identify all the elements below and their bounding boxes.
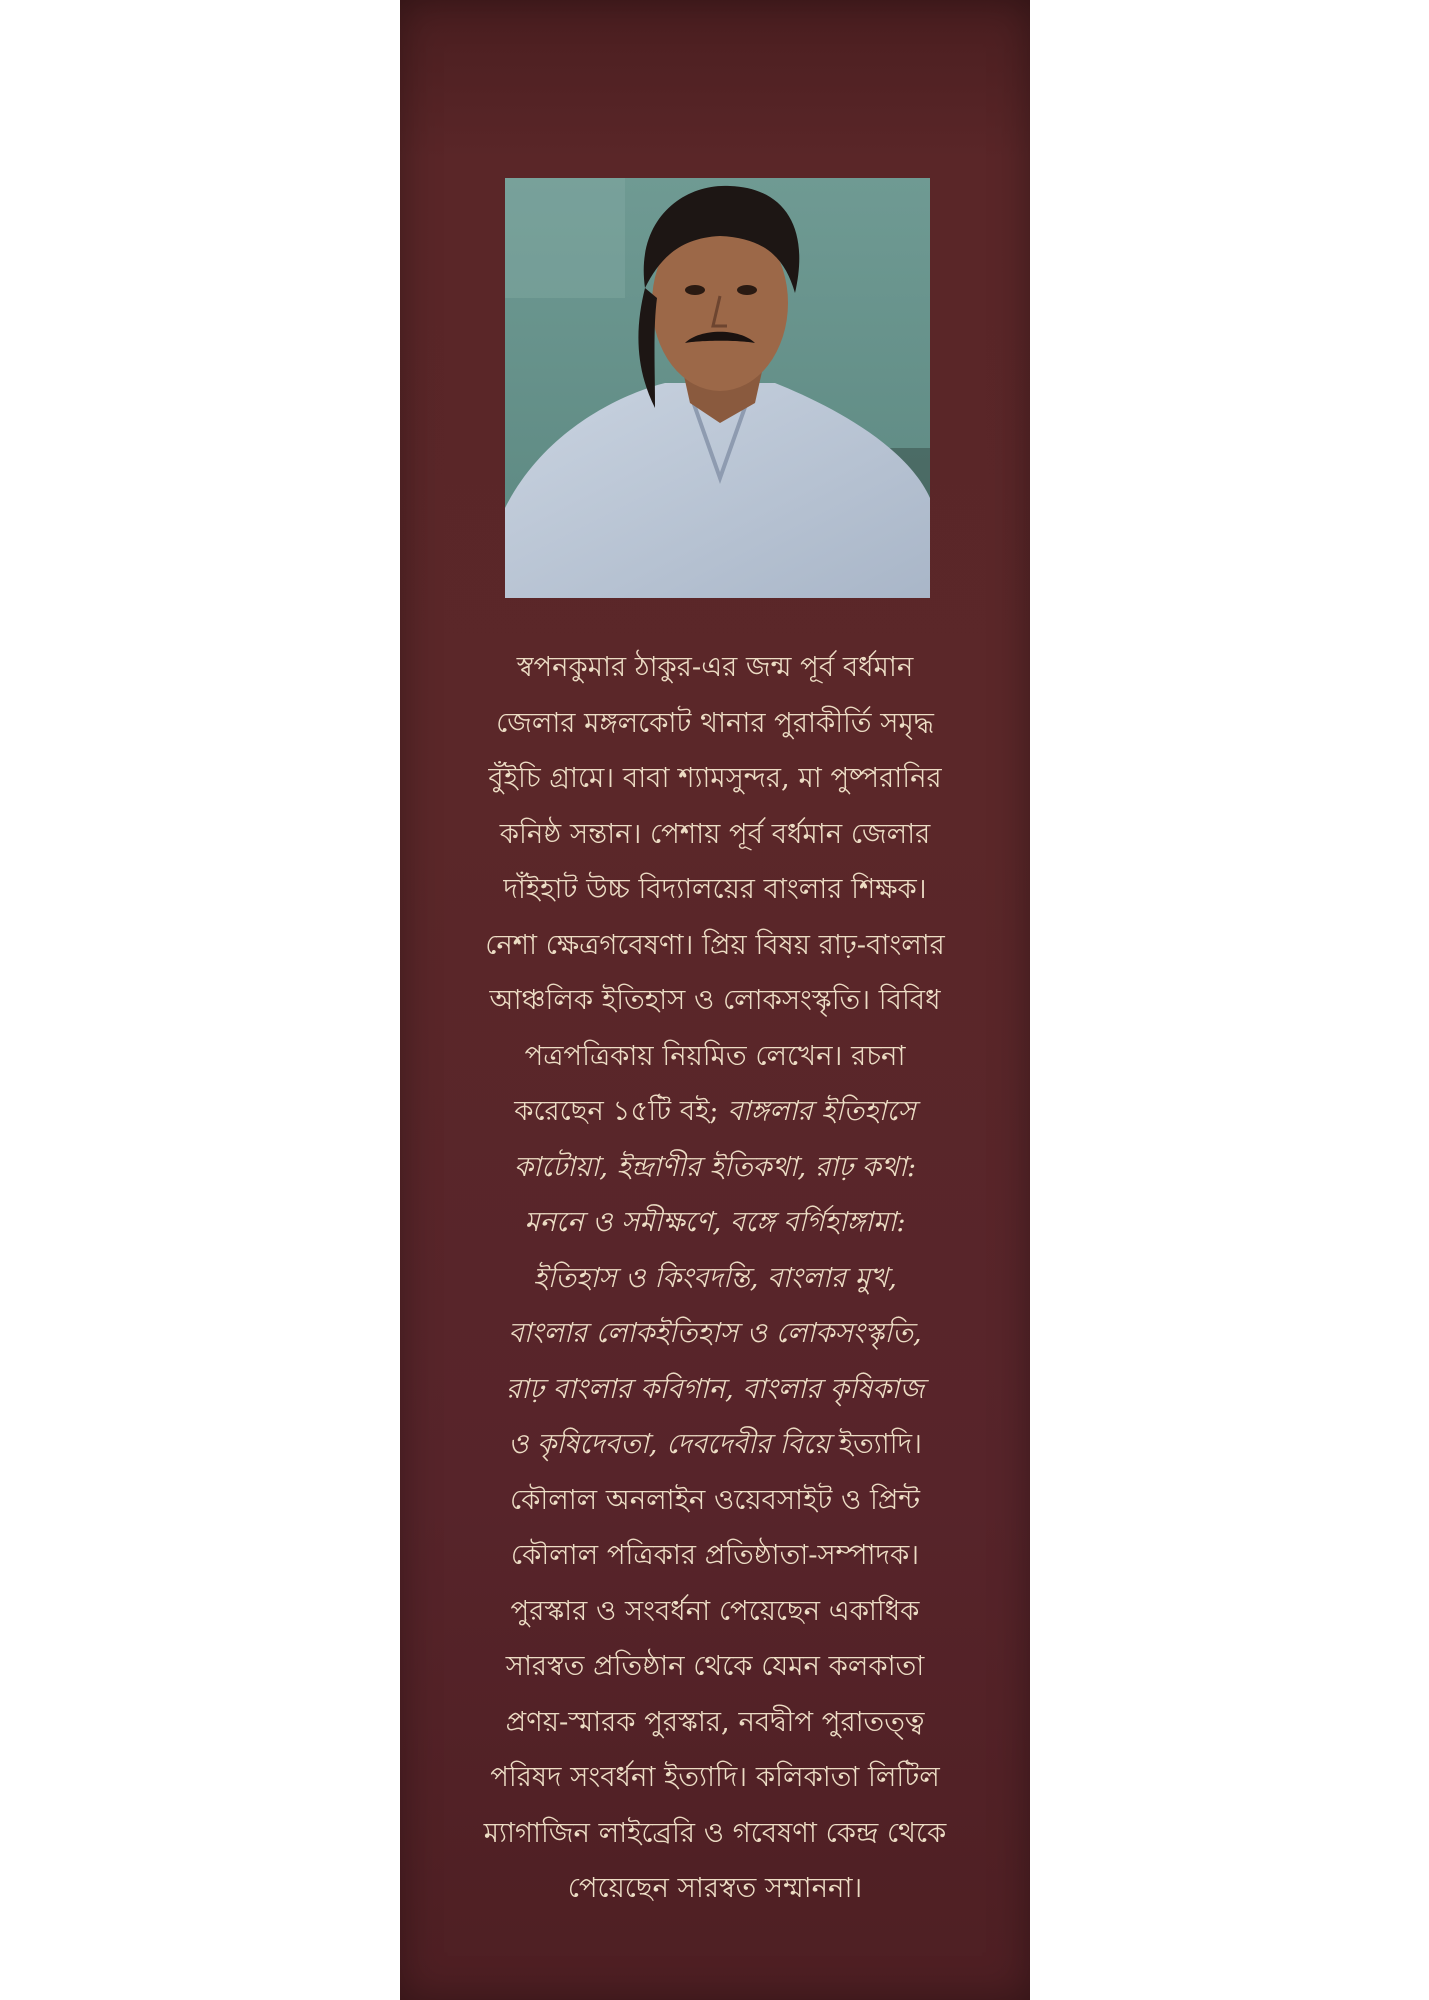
bio-text: পেয়েছেন সারস্বত সম্মাননা। — [567, 1872, 863, 1904]
bio-text: পুরস্কার ও সংবর্ধনা পেয়েছেন একাধিক — [510, 1594, 920, 1627]
bio-text: কনিষ্ঠ সন্তান। পেশায় পূর্ব বর্ধমান জেলার — [499, 817, 931, 850]
bio-line — [450, 1639, 980, 1695]
bio-text: পরিষদ সংবর্ধনা ইত্যাদি। কলিকাতা লিটিল — [490, 1761, 940, 1793]
bio-text: প্রণয়-স্মারক পুরস্কার, নবদ্বীপ পুরাতত্ত্ব — [505, 1705, 925, 1738]
bio-line — [450, 807, 980, 863]
bio-line — [450, 1584, 980, 1640]
bio-line — [450, 1473, 980, 1529]
bio-text: ম্যাগাজিন লাইব্রেরি ও গবেষণা কেন্দ্র থেকে — [483, 1816, 947, 1849]
bio-text: ইত্যাদি। — [830, 1428, 922, 1460]
bio-line — [450, 1695, 980, 1751]
bio-book-title-text: রাঢ় বাংলার কবিগান, বাংলার কৃষিকাজ — [505, 1372, 925, 1405]
bio-line — [450, 1362, 980, 1418]
bio-line — [450, 751, 980, 807]
bio-text: স্বপনকুমার ঠাকুর-এর জন্ম পূর্ব বর্ধমান — [516, 651, 914, 683]
bio-line — [450, 1140, 980, 1196]
book-cover-flap — [400, 0, 1030, 2000]
bio-book-title-text: ও কৃষিদেবতা, দেবদেবীর বিয়ে — [508, 1428, 831, 1460]
bio-line — [450, 640, 980, 696]
bio-line — [450, 1306, 980, 1362]
bio-book-title-text: মননে ও সমীক্ষণে, বঙ্গে বর্গিহাঙ্গামা: — [524, 1206, 906, 1238]
author-portrait-icon — [505, 178, 930, 598]
bio-text: আঞ্চলিক ইতিহাস ও লোকসংস্কৃতি। বিবিধ — [489, 984, 941, 1016]
author-photo — [505, 178, 930, 598]
bio-book-title-text: ইতিহাস ও কিংবদন্তি, বাংলার মুখ, — [533, 1261, 897, 1294]
bio-text: নেশা ক্ষেত্রগবেষণা। প্রিয় বিষয় রাঢ়-বাংলার — [485, 928, 945, 961]
bio-line — [450, 1806, 980, 1862]
bio-line — [450, 696, 980, 752]
bio-text: কৌলাল অনলাইন ওয়েবসাইট ও প্রিন্ট — [509, 1483, 921, 1516]
author-biography — [450, 640, 980, 1917]
bio-line — [450, 1084, 980, 1140]
bio-text: পত্রপত্রিকায় নিয়মিত লেখেন। রচনা — [524, 1039, 906, 1072]
bio-text: কৌলাল পত্রিকার প্রতিষ্ঠাতা-সম্পাদক। — [510, 1539, 920, 1571]
bio-text: সারস্বত প্রতিষ্ঠান থেকে যেমন কলকাতা — [505, 1650, 925, 1682]
bio-book-title-text: কাটোয়া, ইন্দ্রাণীর ইতিকথা, রাঢ় কথা: — [513, 1150, 917, 1183]
bio-line — [450, 1861, 980, 1917]
bio-text: বুঁইচি গ্রামে। বাবা শ্যামসুন্দর, মা পুষ্পরানির — [488, 762, 942, 794]
bio-text: জেলার মঙ্গলকোট থানার পুরাকীর্তি সমৃদ্ধ — [496, 706, 934, 739]
bio-line — [450, 1417, 980, 1473]
bio-text: করেছেন ১৫টি বই; — [514, 1095, 728, 1127]
bio-book-title-text: বাঙ্গলার ইতিহাসে — [727, 1095, 916, 1127]
bio-line — [450, 1195, 980, 1251]
bio-line — [450, 1528, 980, 1584]
bio-book-title-text: বাংলার লোকইতিহাস ও লোকসংস্কৃতি, — [508, 1317, 922, 1349]
bio-line — [450, 1251, 980, 1307]
bio-line — [450, 973, 980, 1029]
bio-line — [450, 918, 980, 974]
bio-text: দাঁইহাট উচ্চ বিদ্যালয়ের বাংলার শিক্ষক। — [503, 873, 927, 905]
bio-line — [450, 862, 980, 918]
bio-line — [450, 1029, 980, 1085]
bio-line — [450, 1750, 980, 1806]
